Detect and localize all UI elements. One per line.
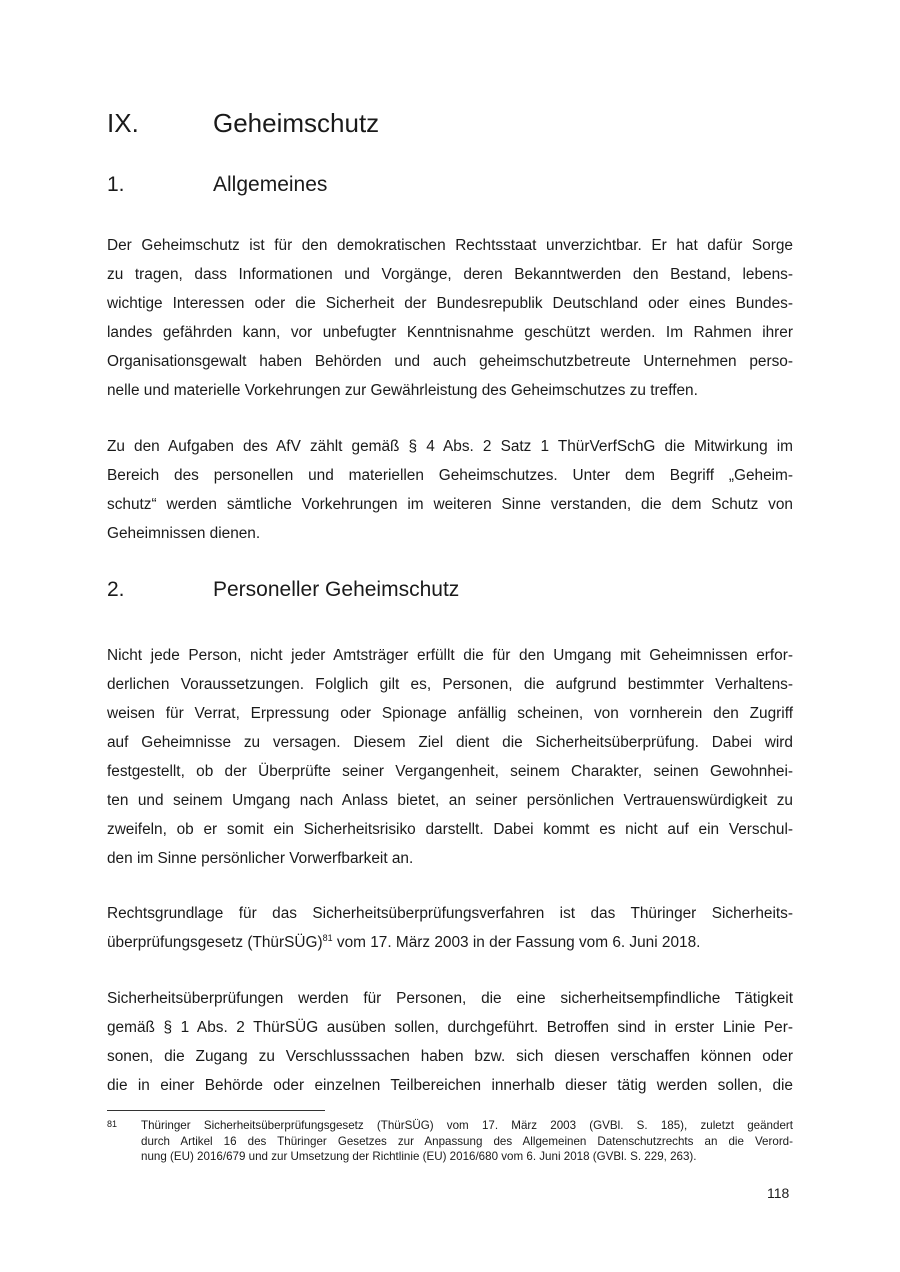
subsection-heading-1: [107, 172, 327, 198]
subsection-number: 2.: [107, 578, 125, 601]
paragraph-4: [107, 899, 793, 957]
text-line: schutz“ werden sämtliche Vorkehrungen im weiteren Sinne verstanden, die dem Schutz von: [107, 496, 793, 513]
paragraph-2: [107, 432, 793, 548]
text-line: zweifeln, ob er somit ein Sicherheitsrisiko darstellt. Dabei kommt es nicht auf ein Verschul-: [107, 821, 793, 838]
footnote-line: durch Artikel 16 des Thüringer Gesetzes zur Anpassung des Allgemeinen Datenschutzrechts an die Verord-: [141, 1134, 793, 1148]
paragraph-1: [107, 231, 793, 405]
text-line: weisen für Verrat, Erpressung oder Spionage anfällig scheinen, von vornherein den Zugriff: [107, 705, 793, 722]
footnote-text: [141, 1118, 793, 1165]
text-line: zu tragen, dass Informationen und Vorgänge, deren Bekanntwerden den Bestand, lebens-: [107, 266, 793, 283]
text-line: derlichen Voraussetzungen. Folglich gilt es, Personen, die aufgrund bestimmter Verhaltens-: [107, 676, 793, 693]
text-line: auf Geheimnisse zu versagen. Diesem Ziel dient die Sicherheitsüberprüfung. Dabei wird: [107, 734, 793, 751]
subsection-title: Personeller Geheimschutz: [213, 578, 460, 601]
section-number: IX.: [107, 108, 139, 138]
text-line: festgestellt, ob der Überprüfte seiner Vergangenheit, seinem Charakter, seinen Gewohnhei-: [107, 763, 793, 780]
text-line: Sicherheitsüberprüfungen werden für Personen, die eine sicherheitsempfindliche Tätigkeit: [107, 990, 793, 1007]
section-heading: [107, 107, 379, 139]
subsection-heading-2: [107, 577, 459, 603]
footnote-reference[interactable]: 81: [322, 932, 333, 943]
text-line: Bereich des personellen und materiellen Geheimschutzes. Unter dem Begriff „Geheim-: [107, 467, 793, 484]
text-line: gemäß § 1 Abs. 2 ThürSÜG ausüben sollen, durchgeführt. Betroffen sind in erster Linie Per-: [107, 1019, 793, 1036]
footnote-divider: [107, 1110, 325, 1111]
subsection-title: Allgemeines: [213, 173, 328, 196]
text-line: Zu den Aufgaben des AfV zählt gemäß § 4 Abs. 2 Satz 1 ThürVerfSchG die Mitwirkung im: [107, 438, 793, 455]
page-number: 118: [767, 1185, 790, 1201]
footnote-number: 81: [107, 1119, 118, 1129]
paragraph-3: [107, 641, 793, 873]
text-line: Organisationsgewalt haben Behörden und auch geheimschutzbetreute Unternehmen perso-: [107, 353, 793, 370]
footnote: [107, 1118, 793, 1165]
text-line: [107, 928, 793, 957]
text-line: nelle und materielle Vorkehrungen zur Gewährleistung des Geheimschutzes zu treffen.: [107, 382, 698, 399]
text-line: wichtige Interessen oder die Sicherheit der Bundesrepublik Deutschland oder eines Bundes-: [107, 295, 793, 312]
text-segment: überprüfungsgesetz (ThürSÜG): [107, 934, 323, 951]
footnote-line: nung (EU) 2016/679 und zur Umsetzung der Richtlinie (EU) 2016/680 vom 6. Juni 2018 (GVBl. S. 229, 263).: [141, 1150, 697, 1163]
text-segment: vom 17. März 2003 in der Fassung vom 6. Juni 2018.: [332, 934, 701, 951]
footnote-line: Thüringer Sicherheitsüberprüfungsgesetz (ThürSÜG) vom 17. März 2003 (GVBl. S. 185), zuletzt geändert: [141, 1119, 793, 1132]
section-title: Geheimschutz: [213, 108, 380, 138]
subsection-number: 1.: [107, 173, 125, 196]
text-line: Nicht jede Person, nicht jeder Amtsträger erfüllt die für den Umgang mit Geheimnissen erfor-: [107, 647, 793, 664]
text-line: den im Sinne persönlicher Vorwerfbarkeit an.: [107, 850, 414, 867]
text-line: Geheimnissen dienen.: [107, 525, 261, 542]
text-line: landes gefährden kann, vor unbefugter Kenntnisnahme geschützt werden. Im Rahmen ihrer: [107, 324, 793, 341]
text-line: Rechtsgrundlage für das Sicherheitsüberprüfungsverfahren ist das Thüringer Sicherheits-: [107, 905, 793, 922]
paragraph-5: [107, 984, 793, 1100]
text-line: die in einer Behörde oder einzelnen Teilbereichen innerhalb dieser tätig werden sollen, die: [107, 1077, 793, 1094]
text-line: ten und seinem Umgang nach Anlass bietet, an seiner persönlichen Vertrauenswürdigkeit zu: [107, 792, 793, 809]
text-line: Der Geheimschutz ist für den demokratischen Rechtsstaat unverzichtbar. Er hat dafür Sorge: [107, 237, 793, 254]
text-line: sonen, die Zugang zu Verschlusssachen haben bzw. sich diesen verschaffen können oder: [107, 1048, 793, 1065]
